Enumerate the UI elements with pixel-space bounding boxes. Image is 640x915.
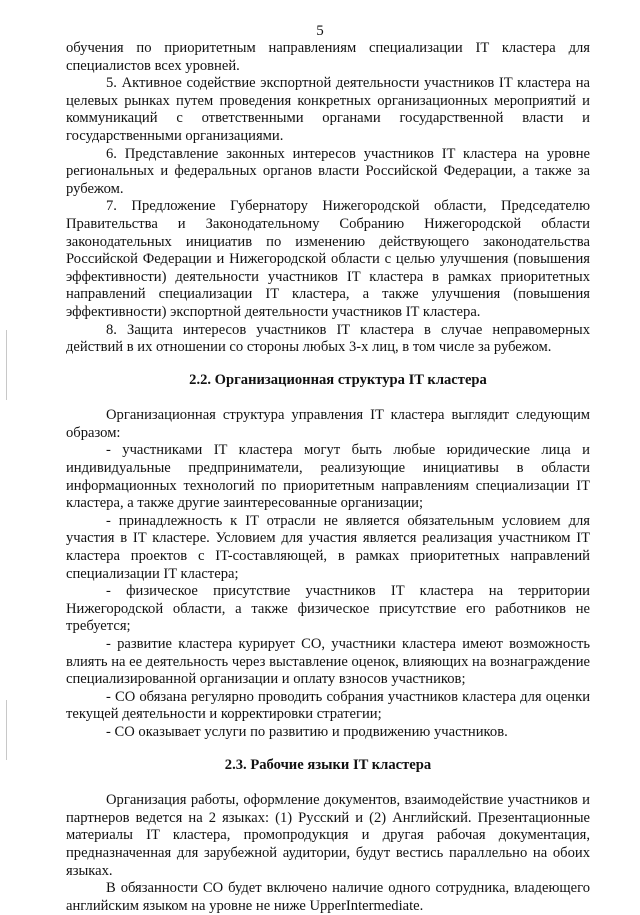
section-2-3-paragraph: Организация работы, оформление документов, взаимодействие участников и партнеров ведется на 2 языках: (1) Русский и (2) Английский. Презентационные материалы IT кластера, промопродукция и другая рабочая документация, предназначенная для зарубежной аудитории, будут вестись параллельно на обоих языках. — [66, 792, 590, 879]
continued-paragraph: обучения по приоритетным направлениям специализации IT кластера для специалистов всех уровней. — [66, 40, 590, 74]
list-item: - физическое присутствие участников IT кластера на территории Нижегородской области, а также физическое присутствие его работников не требуется; — [66, 583, 590, 635]
document-body — [66, 40, 590, 915]
page-number: 5 — [316, 23, 324, 39]
list-item: - развитие кластера курирует СО, участники кластера имеют возможность влиять на ее деятельность через выставление оценок, влияющих на вознаграждение специализированной организации и оплату взносов участников; — [66, 636, 590, 688]
list-item: - принадлежность к IT отрасли не является обязательным условием для участия в IT кластере. Условием для участия является реализация участником IT кластера проектов с IT-составляющей, в рамках приоритетных направлений специализации IT кластера; — [66, 512, 590, 582]
scan-margin-mark — [6, 330, 7, 400]
paragraph-item-5: 5. Активное содействие экспортной деятельности участников IT кластера на целевых рынках путем проведения конкретных организационных мероприятий и коммуникаций с ответственными органами государственной власти и государственными организациями. — [66, 75, 590, 144]
scan-margin-mark — [6, 700, 7, 760]
section-heading-2-2: 2.2. Организационная структура IT кластера — [189, 371, 487, 388]
section-heading-2-3: 2.3. Рабочие языки IT кластера — [224, 756, 432, 773]
list-item: - СО оказывает услуги по развитию и продвижению участников. — [106, 723, 508, 740]
list-item: - СО обязана регулярно проводить собрания участников кластера для оценки текущей деятельности и корректировки стратегии; — [66, 688, 590, 723]
list-item: - участниками IT кластера могут быть любые юридические лица и индивидуальные предприниматели, реализующие инициативы в области информационных технологий по приоритетным направлениям специализации IT кластера, а также другие заинтересованные организации; — [66, 442, 590, 512]
section-2-3-paragraph: В обязанности СО будет включено наличие одного сотрудника, владеющего английским языком на уровне не ниже UpperIntermediate. — [66, 880, 590, 914]
paragraph-item-8: 8. Защита интересов участников IT кластера в случае неправомерных действий в их отношении со стороны любых 3-х лиц, в том числе за рубежом. — [66, 321, 590, 356]
section-2-2-intro: Организационная структура управления IT кластера выглядит следующим образом: — [66, 407, 590, 441]
paragraph-item-7: 7. Предложение Губернатору Нижегородской области, Председателю Правительства и Законодательному Собранию Нижегородской области законодательных инициатив по изменению действующего законодательства Российской Федерации и Нижегородской области с целью улучшения (повышения эффективности) деятельности участников IT кластера в рамках приоритетных направлений специализации IT кластера, а также улучшения (повышения эффективности) экспортной деятельности участников IT кластера. — [66, 198, 590, 320]
paragraph-item-6: 6. Представление законных интересов участников IT кластера на уровне региональных и федеральных органов власти Российской Федерации, а также за рубежом. — [66, 145, 590, 197]
